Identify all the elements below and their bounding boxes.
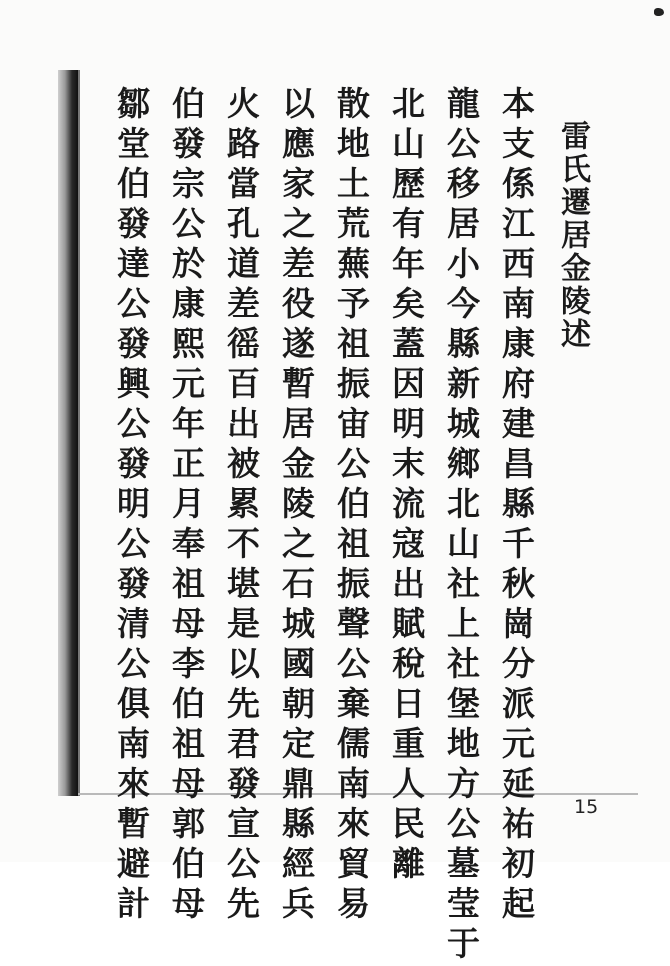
text-column-2: 龍公移居小今縣新城鄉北山社上社堡地方公墓莹于 xyxy=(442,86,481,966)
text-column-1: 本支係江西南康府建昌縣千秋崗分派元延祐初起 xyxy=(497,86,536,926)
text-column-6: 火路當孔道差徭百出被累不堪是以先君發宣公先 xyxy=(222,86,261,926)
page-gutter-edge xyxy=(78,70,80,796)
text-column-5: 以應家之差役遂暫居金陵之石城國朝定鼎縣經兵 xyxy=(277,86,316,926)
document-title: 雷氏遷居金陵述 xyxy=(555,120,590,351)
text-column-7: 伯發宗公於康熙元年正月奉祖母李伯祖母郭伯母 xyxy=(167,86,206,926)
page-number: 15 xyxy=(574,796,599,818)
text-column-8: 鄒堂伯發達公發興公發明公發清公俱南來暫避計 xyxy=(112,86,151,926)
book-binding-shadow xyxy=(58,70,78,796)
text-column-4: 散地土荒蕪予祖振宙公伯祖振聲公棄儒南來貿易 xyxy=(332,86,371,926)
ink-speck xyxy=(654,8,664,16)
text-column-3: 北山歷有年矣蓋因明末流寇出賦稅日重人民離 xyxy=(387,86,426,886)
